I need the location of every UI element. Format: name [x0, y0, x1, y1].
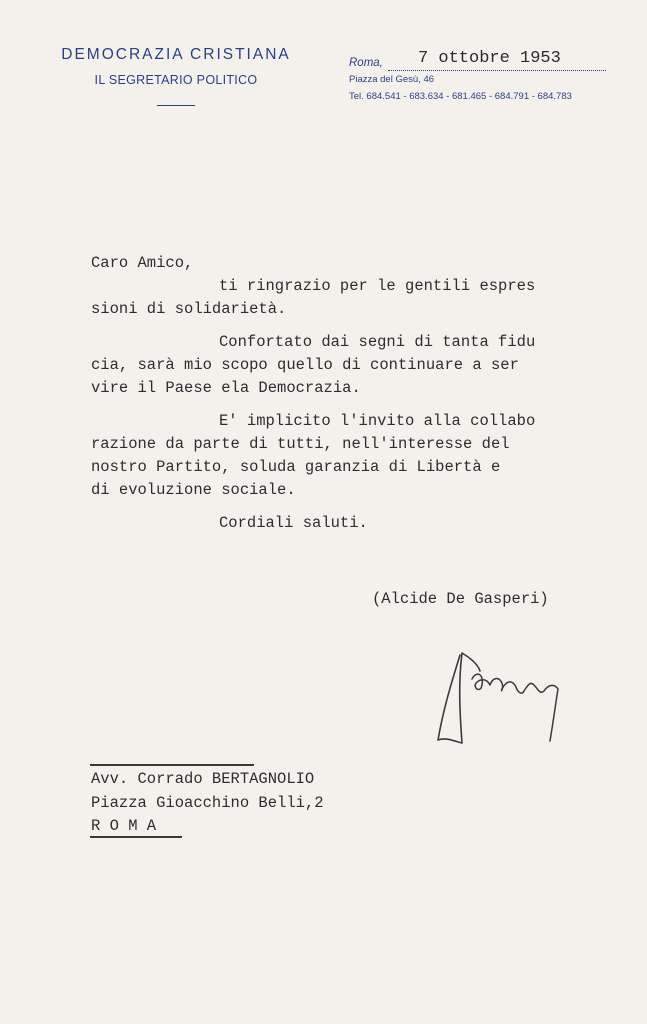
body-line: E' implicito l'invito alla collabo: [219, 412, 536, 430]
salutation: Caro Amico,: [91, 254, 194, 272]
body-line: cia, sarà mio scopo quello di continuare a ser: [91, 356, 519, 374]
recipient-city: R O M A: [91, 817, 157, 835]
secretary-title: IL SEGRETARIO POLITICO: [94, 73, 258, 87]
body-line: sioni di solidarietà.: [91, 300, 287, 318]
telephone-numbers: Tel. 684.541 - 683.634 - 681.465 - 684.791 - 684.783: [349, 91, 572, 102]
date-dotted-line: [388, 70, 606, 71]
body-line: di evoluzione sociale.: [91, 481, 296, 499]
letterhead-rule: [157, 105, 195, 106]
handwritten-signature: [432, 645, 572, 755]
recipient-name: Avv. Corrado BERTAGNOLIO: [91, 770, 315, 788]
address-rule: [90, 764, 254, 766]
body-line: Confortato dai segni di tanta fidu: [219, 333, 536, 351]
recipient-street: Piazza Gioacchino Belli,2: [91, 794, 324, 812]
body-line: vire il Paese ela Democrazia.: [91, 379, 361, 397]
typed-signature-name: (Alcide De Gasperi): [372, 590, 549, 608]
organization-name: DEMOCRAZIA CRISTIANA: [61, 46, 291, 63]
letter-date: 7 ottobre 1953: [418, 49, 561, 68]
body-line: ti ringrazio per le gentili espres: [219, 277, 536, 295]
body-line: razione da parte di tutti, nell'interesse del: [91, 435, 510, 453]
city-label: Roma,: [349, 57, 383, 69]
letterhead-block: [40, 46, 312, 106]
city-underline: [90, 836, 182, 838]
closing: Cordiali saluti.: [219, 514, 368, 532]
office-address: Piazza del Gesù, 46: [349, 74, 435, 85]
body-line: nostro Partito, soluda garanzia di Libertà e: [91, 458, 501, 476]
